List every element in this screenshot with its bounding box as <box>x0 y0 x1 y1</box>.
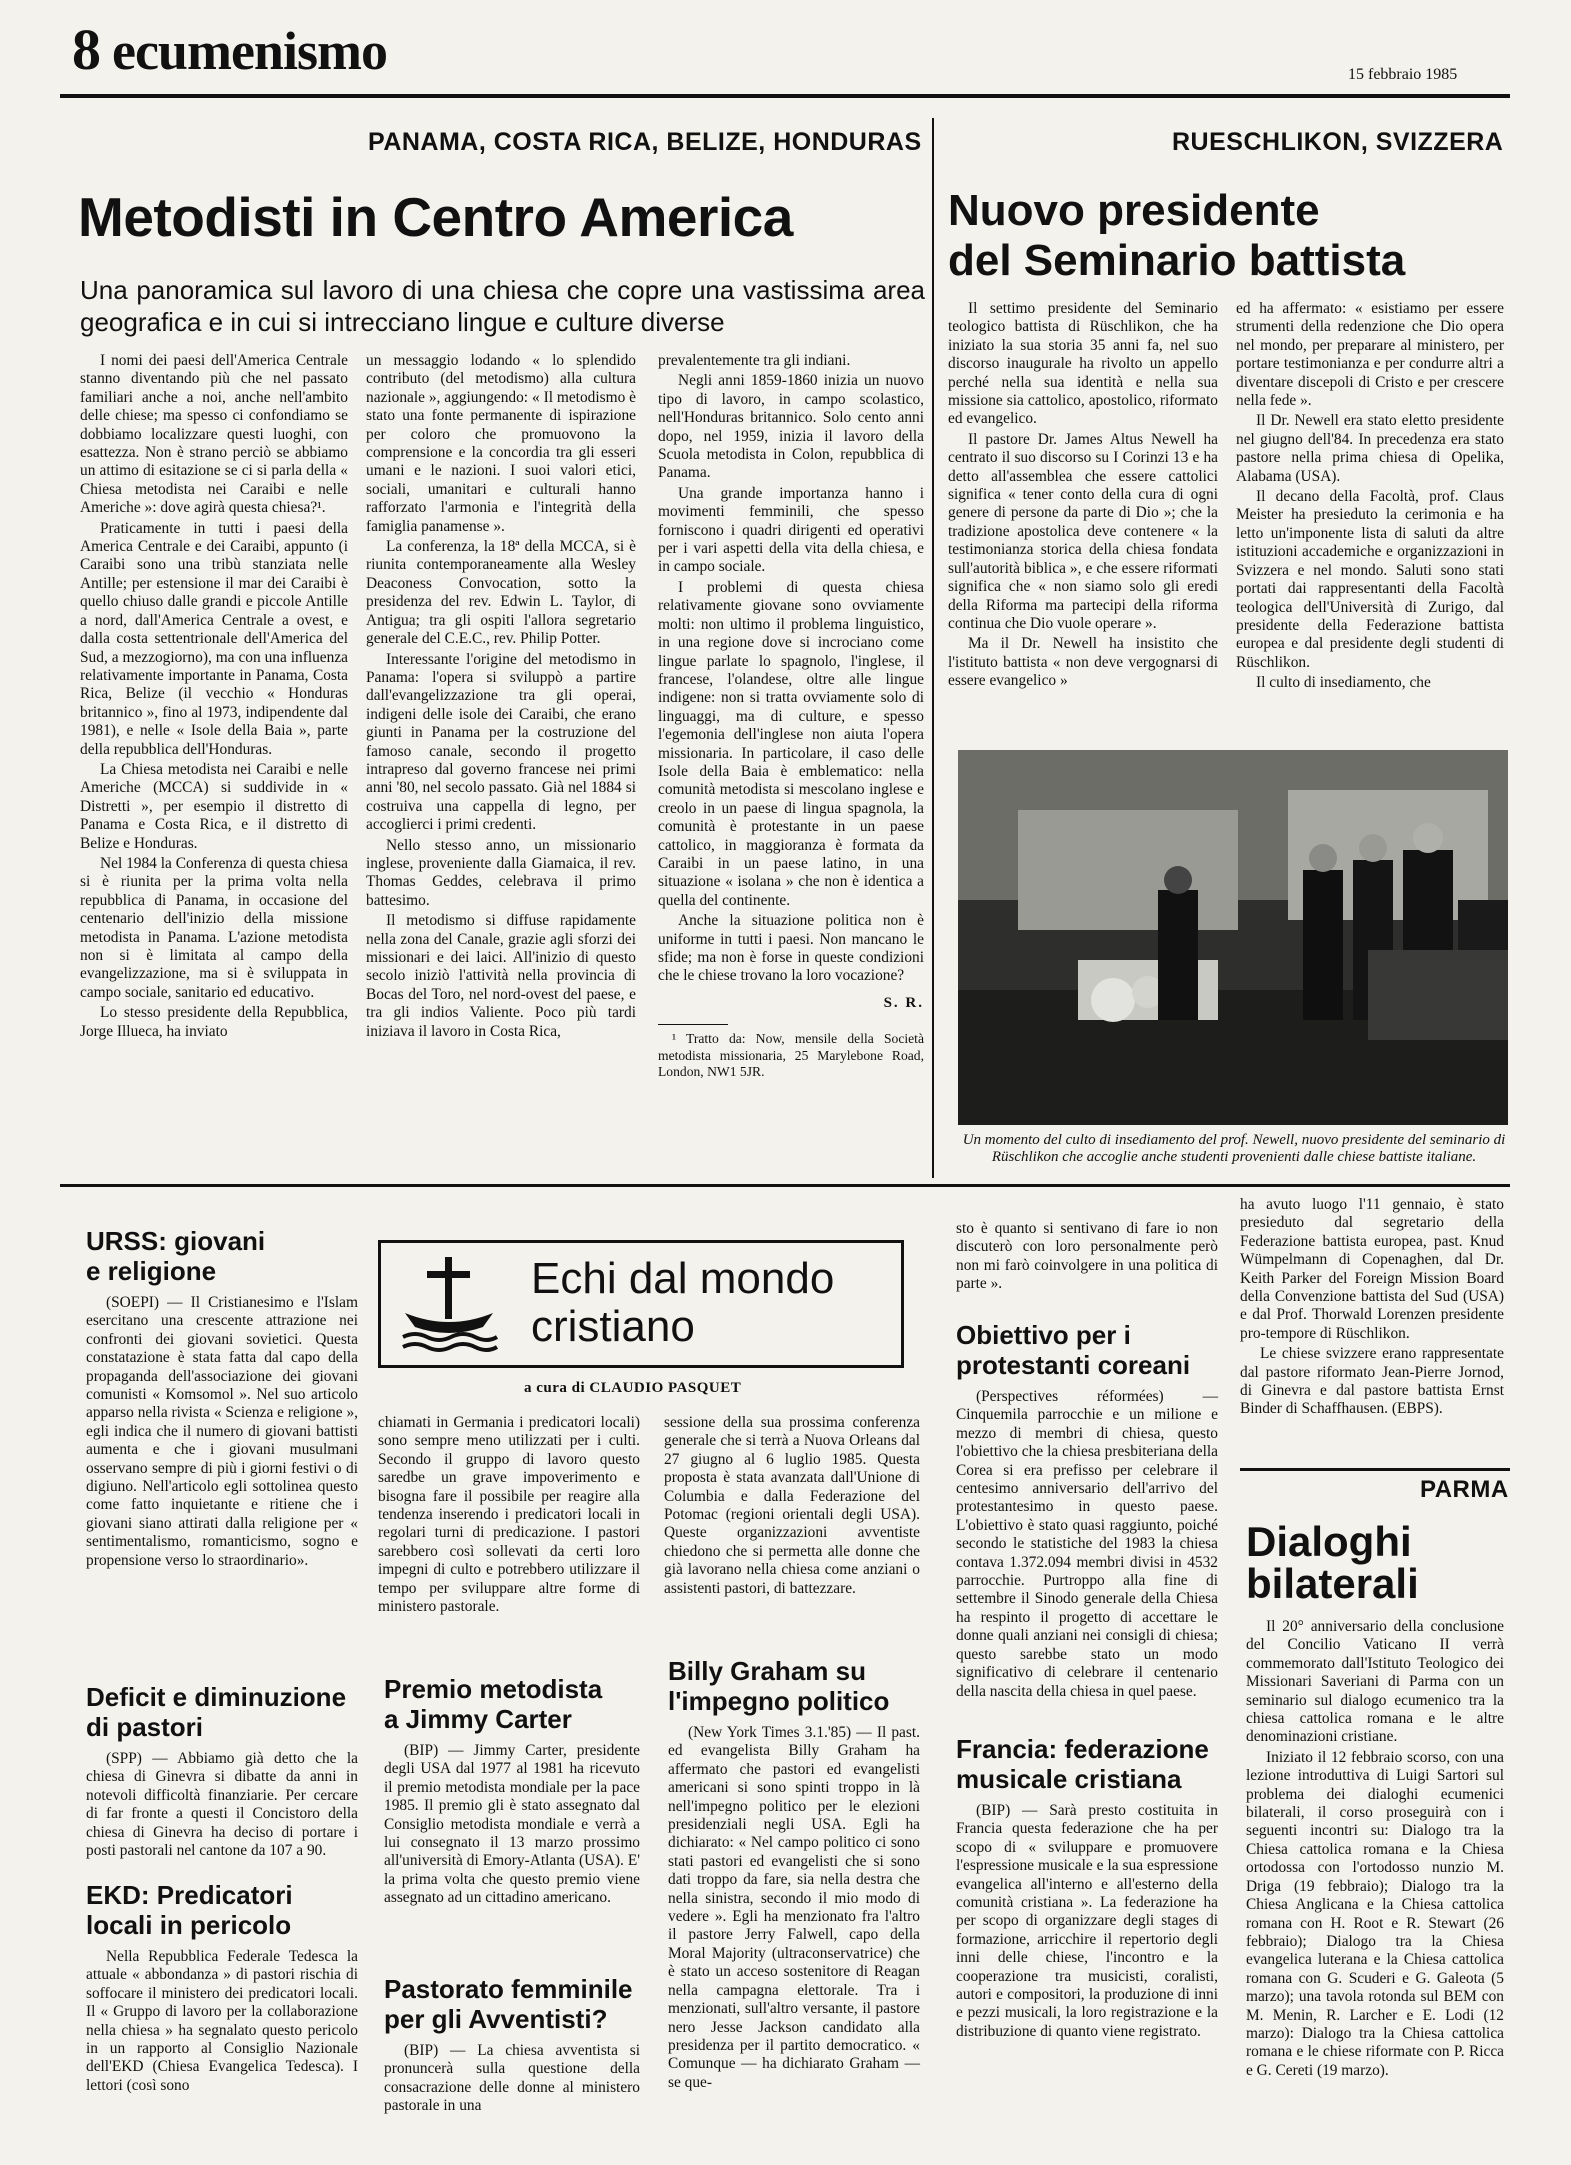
paragraph: Nella Repubblica Federale Tedesca la attuale « abbondanza » di pastori rischia di soffocare il ministero dei predicatori locali. Il « Gruppo di lavoro per la collaborazione nella chiesa » ha segnalato questo pericolo in un rapporto al Consiglio Nazionale dell'EKD (Chiesa Evangelica Tedesca). I lettori (così sono <box>86 1948 358 2094</box>
paragraph: I nomi dei paesi dell'America Centrale stanno diventando più che nel passato familiari anche a noi, anche nell'ambito delle chiese; ma spesso ci confondiamo se dobbiamo localizzare questi luoghi, con esattezza. Non è strano perciò se abbiamo un attimo di esitazione se ci si parla della « Chiesa metodista nei Caraibi e nelle Americhe »: dove agirà questa chiesa?¹. <box>80 352 348 517</box>
seminario-continuation <box>1240 1196 1504 1421</box>
carter-headline-line2: a Jimmy Carter <box>384 1704 572 1734</box>
section-title: ecumenismo <box>112 21 387 81</box>
paragraph: Il Dr. Newell era stato eletto presidente nel giugno dell'84. In precedenza era stato pastore nella prima chiesa di Opelika, Alabama (USA). <box>1236 412 1504 485</box>
paragraph: Negli anni 1859-1860 inizia un nuovo tipo di lavoro, in campo scolastico, nell'Honduras britannico. Solo cento anni dopo, nel 1959, inizia il lavoro della Scuola metodista in Colon, repubblica di Panama. <box>658 372 924 482</box>
seminario-col-1 <box>948 300 1218 693</box>
headline-seminario-line1: Nuovo presidente <box>948 186 1320 235</box>
coreani-headline-line2: protestanti coreani <box>956 1350 1191 1380</box>
kicker-seminario: RUESCHLIKON, SVIZZERA <box>1172 128 1504 156</box>
metodisti-col-2 <box>366 352 636 1043</box>
parma-text <box>1246 1618 1504 2082</box>
ekd-item <box>86 1880 358 2097</box>
headline-parma-line2: bilaterali <box>1246 1560 1419 1607</box>
masthead-rule <box>60 94 1510 98</box>
echi-title-box <box>378 1240 904 1368</box>
installation-service-photo <box>958 750 1508 1125</box>
ekd-headline-line2: locali in pericolo <box>86 1910 292 1940</box>
urss-headline-line2: e religione <box>86 1256 217 1286</box>
paragraph: La Chiesa metodista nei Caraibi e nelle Americhe (MCCA) si suddivide in « Distretti », per esempio il distretto di Panama e Costa Rica, e il distretto di Belize e Honduras. <box>80 760 348 852</box>
headline-seminario-line2: del Seminario battista <box>948 236 1406 285</box>
paragraph: Nel 1984 la Conferenza di questa chiesa si è riunita per la prima volta nella repubblica di Panama, in occasione del centenario dell'inizio della missione metodista in Panama. L'azione metodista non si è limitata al campo della evangelizzazione, ma si è sviluppata in campo sociale, sanitario ed educativo. <box>80 854 348 1001</box>
standfirst-metodisti: Una panoramica sul lavoro di una chiesa che copre una vastissima area geografica e in cui si intrecciano lingue e culture diverse <box>80 275 925 337</box>
metodisti-col-1 <box>80 352 348 1043</box>
headline-parma-line1: Dialoghi <box>1246 1518 1412 1565</box>
paragraph: (Perspectives réformées) — Cinquemila parrocchie e un milione e mezzo di membri di chiesa, questo l'obiettivo che la chiesa presbiteriana della Corea si era prefisso per celebrare il centesimo anniversario dell'arrivo del protestantesimo in questo paese. L'obiettivo è stato quasi raggiunto, poiché secondo le statistiche del 1983 la chiesa contava 1.372.094 membri divisi in 4532 parrocchie. Purtroppo alla fine di settembre il Sinodo generale della Chiesa ha respinto il progetto di accettare le donne quali anziani nei consigli di chiesa; questo sarebbe stato un modo significativo di celebrare il centenario della nascita della chiesa in quel paese. <box>956 1388 1218 1700</box>
paragraph: (BIP) — Jimmy Carter, presidente degli USA dal 1977 al 1981 ha ricevuto il premio metodista mondiale per la pace 1985. Il premio gli è stato assegnato dal Consiglio metodista mondiale e verrà a lui consegnato il 13 marzo prossimo all'università di Emory-Atlanta (USA). E' la prima volta che questo premio viene assegnato ad un cittadino americano. <box>384 1742 640 1907</box>
graham-continuation <box>956 1220 1218 1296</box>
deficit-headline-line1: Deficit e diminuzione <box>86 1682 347 1712</box>
paragraph: La conferenza, la 18ª della MCCA, si è riunita contemporaneamente alla Wesley Deaconess Convocation, sotto la presidenza del rev. Edwin L. Taylor, di Antigua; tra gli ospiti l'allora segretario generale del C.E.C., rev. Philip Potter. <box>366 538 636 648</box>
paragraph: ha avuto luogo l'11 gennaio, è stato presieduto dal segretario della Federazione battista europea, past. Knud Wümpelmann di Copenaghen, dal Dr. Keith Parker del Foreign Mission Board della Convenzione battista del Sud (USA) e dal Prof. Thorwald Lorenzen presidente pro-tempore di Rüschlikon. <box>1240 1196 1504 1342</box>
photo-illustration <box>958 750 1508 1125</box>
footnote: ¹ Tratto da: Now, mensile della Società metodista missionaria, 25 Marylebone Road, London, NW1 5JR. <box>658 1031 924 1080</box>
section-divider <box>60 1184 1510 1187</box>
paragraph: un messaggio lodando « lo splendido contributo (del metodismo) alla cultura nazionale », aggiungendo: « Il metodismo è stato una fonte permanente di ispirazione per coloro che promuovono la comprensione e la concordia tra gli esseri umani e le nazioni. I suoi valori etici, sociali, umanitari e culturali hanno rafforzato l'armonia e l'integrità della famiglia panamense ». <box>366 352 636 535</box>
coreani-item <box>956 1320 1218 1703</box>
paragraph: prevalentemente tra gli indiani. <box>658 352 851 369</box>
paragraph: (BIP) — Sarà presto costituita in Francia questa federazione che ha per scopo di « sviluppare e promuovere l'espressione musicale e la sua espressione evangelica all'interno e all'esterno della comunità cristiana ». La federazione ha per scopo di organizzare degli stages di formazione, arricchire il repertorio degli inni delle chiese, l'incontro e la cooperazione tra musicisti, coralisti, autori e compositori, la produzione di inni e pezzi musicali, la loro registrazione e la distribuzione di quanto viene registrato. <box>956 1802 1218 2040</box>
paragraph: sessione della sua prossima conferenza generale che si terrà a Nuova Orleans dal 27 giugno al 6 luglio 1985. Questa proposta è stata avanzata dall'Unione di Columbia e dalla Federazione del Potomac (regioni orientali degli USA). Queste organizzazioni avventiste chiedono che si permetta alle donne che già lavorano nella chiesa come anziani o assistenti pastori, di battezzare. <box>664 1414 920 1597</box>
paragraph: Il decano della Facoltà, prof. Claus Meister ha presieduto la cerimonia e ha letto un'imponente lista di saluti da altre istituzioni accademiche e organizzazioni in Svizzera e nel mondo. Saluti sono stati portati dai rappresentanti della Facoltà teologica dell'Università di Zurigo, dal presidente della Federazione battista europea e dal presidente degli studenti di Rüschlikon. <box>1236 488 1504 671</box>
paragraph: (SOEPI) — Il Cristianesimo e l'Islam esercitano una crescente attrazione nei confronti dei giovani sovietici. Questa constatazione è stata fatta dal capo della propaganda dell'associazione dei giovani comunisti « Komsomol ». Nel suo articolo apparso nella rivista « Scienza e religione », egli indica che il numero di giovani battisti aumenta e che i giovani musulmani osservano sempre di più i giorni festivi o di digiuno. Nell'articolo egli sottolinea questo come fatto inquietante e ritiene che i giovani siano attirati dalla religione per « sentimentalismo, romanticismo, sogno e propensione verso lo straordinario». <box>86 1294 358 1569</box>
paragraph: Praticamente in tutti i paesi della America Centrale e dei Caraibi, appunto (i Caraibi sono una tribù stanziata nelle Antille; per estensione il mar dei Caraibi è quello chiuso dalle grandi e piccole Antille a nord, dall'America Centrale a ovest, e dalla costa settentrionale dell'America del Sud, a mezzogiorno), ma con una influenza relativamente importante in Panama, Costa Rica, Belize (il vecchio « Honduras britannico », fino al 1973, indipendente dal 1981), e nelle « Isole della Baia », parte della repubblica dell'Honduras. <box>80 519 348 758</box>
headline-metodisti: Metodisti in Centro America <box>78 186 793 248</box>
kicker-metodisti: PANAMA, COSTA RICA, BELIZE, HONDURAS <box>368 128 922 156</box>
metodisti-col-3 <box>658 352 924 1081</box>
carter-headline-line1: Premio metodista <box>384 1674 603 1704</box>
ekd-continuation <box>378 1414 640 1618</box>
urss-item <box>86 1226 358 1572</box>
paragraph: (BIP) — La chiesa avventista si pronuncerà sulla questione della consacrazione delle donne al ministero pastorale in una <box>384 2042 640 2115</box>
photo-caption: Un momento del culto di insediamento del prof. Newell, nuovo presidente del seminario di Rüschlikon che accoglie anche studenti provenienti dalle chiese battiste italiane. <box>962 1132 1506 1165</box>
echi-title-line1: Echi dal mondo <box>531 1254 835 1303</box>
deficit-headline-line2: di pastori <box>86 1712 204 1742</box>
paragraph: I problemi di questa chiesa relativamente giovane sono ovviamente molti: non ultimo il problema linguistico, in una regione dove si incrociano come lingue parlate lo spagnolo, l'inglese, il francese, l'olandese, oltre alle lingue indigene: non si tratta ovviamente solo di linguaggi, ma di culture, e spesso l'egemonia dell'inglese non aiuta l'opera missionaria. In particolare, il caso delle Isole della Baia è emblematico: nella comunità metodista si mescolano inglese e creolo in un paese di lingua spagnola, la comunità è protestante in un paese cattolico, in maggioranza è formata da Caraibi in un paese latino, in una situazione « isolana » che non è identica a quella del continente. <box>658 578 924 909</box>
paragraph: Anche la situazione politica non è uniforme in tutti i paesi. Non mancano le sfide; ma non è forse in queste condizioni che le chiese trovano la loro vocazione? <box>658 912 924 985</box>
ekd-headline-line1: EKD: Predicatori <box>86 1880 293 1910</box>
paragraph: ed ha affermato: « esistiamo per essere strumenti della redenzione che Dio opera nel mondo, per preparare al ministero, per portare testimonianza e per condurre altri a diventare discepoli di Cristo e per crescere nella fede ». <box>1236 300 1504 410</box>
paragraph: Il pastore Dr. James Altus Newell ha centrato il suo discorso su I Corinzi 13 e ha detto all'assemblea che essere cattolici significa « tener conto della cura di ogni genere di persone da parte di Dio »; che la tradizione apostolica deve contenere « la testimonianza storica della chiesa fondata sull'autorità biblica », e che essere riformati significa che « non siamo solo gli eredi della Riforma ma partecipi della riforma continua che Dio vuole operare ». <box>948 430 1218 632</box>
kicker-parma: PARMA <box>1420 1476 1509 1503</box>
paragraph: (New York Times 3.1.'85) — Il past. ed evangelista Billy Graham ha affermato che pastori ed evangelisti americani si sono spinti troppo in là nell'impegno politico per le elezioni presidenziali negli USA. Egli ha dichiarato: « Nel campo politico ci sono stati pastori ed evangelisti che si sono dati troppo da fare, sia nella destra che nella sinistra, secondo il mio modo di vedere ». Egli ha menzionato fra l'altro il pastore Jerry Falwell, capo della Moral Majority (ultraconservatrice) che è stato un acceso sostenitore di Reagan nella campagna elettorale. Tra i menzionati, sull'altro versante, il pastore nero Jesse Jackson candidato alla presidenza per il partito democratico. « Comunque — ha dichiarato Graham — se que- <box>668 1724 920 2091</box>
parma-rule <box>1240 1468 1510 1471</box>
paragraph: Le chiese svizzere erano rappresentate dal pastore riformato Jean-Pierre Jornod, di Ginevra e dal pastore battista Ernst Binder di Schaffhausen. (EBPS). <box>1240 1345 1504 1418</box>
avventisti-continuation <box>664 1414 920 1600</box>
seminario-col-2 <box>1236 300 1504 695</box>
echi-byline: a cura di CLAUDIO PASQUET <box>524 1380 742 1396</box>
paragraph: Iniziato il 12 febbraio scorso, con una lezione introduttiva di Luigi Sartori sul problema dei dialoghi ecumenici bilaterali, il corso proseguirà con i seguenti incontri su: Dialogo tra la Chiesa cattolica romana e la Chiesa ortodossa con l'ortodosso nunzio M. Driga (19 febbraio); Dialogo tra la Chiesa Anglicana e la Chiesa cattolica romana con H. Root e R. Stewart (26 febbraio); Dialogo tra la Chiesa evangelica luterana e la Chiesa cattolica romana con G. Scuderi e G. Galeota (5 marzo); una tavola rotonda sul BEM con M. Menin, R. Larcher e E. Lodi (12 marzo): Dialogo tra la Chiesa cattolica romana e le chiese riformate con P. Ricca e G. Cereti (19 marzo). <box>1246 1748 1504 2079</box>
francia-item <box>956 1734 1218 2043</box>
paragraph: Il culto di insediamento, che <box>1256 674 1431 692</box>
francia-headline-line1: Francia: federazione <box>956 1734 1209 1764</box>
paragraph: Una grande importanza hanno i movimenti femminili, che spesso forniscono i quadri dirigenti ed operativi per i vari aspetti della vita della chiesa, e in campo sociale. <box>658 484 924 576</box>
paragraph: chiamati in Germania i predicatori locali) sono sempre meno utilizzati per i culti. Secondo il gruppo di lavoro questo saredbe un grave impoverimento e bisogna fare il possibile per reagire alla tendenza inserendo i predicatori locali in regolari turni di predicazione. I pastori sarebbero così sollevati da certi loro impegni di culto e potrebbero utilizzare il tempo per sviluppare altre forme di ministero pastorale. <box>378 1414 640 1616</box>
column-divider <box>932 118 934 1178</box>
page-number: 8 <box>72 17 101 82</box>
avventisti-headline-line1: Pastorato femminile <box>384 1974 633 2004</box>
avventisti-item <box>384 1974 640 2118</box>
signature: S. R. <box>883 994 924 1011</box>
paragraph: (SPP) — Abbiamo già detto che la chiesa di Ginevra si dibatte da anni in notevoli difficoltà finanziarie. Per cercare di far fronte a questi il Concistoro della chiesa di Ginevra ha deciso di portare i posti pastorali nel cantone da 107 a 90. <box>86 1750 358 1860</box>
coreani-headline-line1: Obiettivo per i <box>956 1320 1131 1350</box>
francia-headline-line2: musicale cristiana <box>956 1764 1182 1794</box>
carter-item <box>384 1674 640 1910</box>
echi-title-line2: cristiano <box>531 1302 695 1351</box>
deficit-item <box>86 1682 358 1862</box>
graham-item <box>668 1656 920 2094</box>
paragraph: Lo stesso presidente della Repubblica, Jorge Illueca, ha inviato <box>80 1004 348 1040</box>
paragraph: Ma il Dr. Newell ha insistito che l'istituto battista « non deve vergognarsi di essere evangelico » <box>948 635 1218 690</box>
urss-headline-line1: URSS: giovani <box>86 1226 266 1256</box>
issue-date: 15 febbraio 1985 <box>1348 66 1458 83</box>
paragraph: sto è quanto si sentivano di fare io non discuterò con loro personalmente però non mi farò coinvolgere in una politica di parte ». <box>956 1220 1218 1293</box>
footnote-rule <box>658 1024 728 1025</box>
graham-headline-line1: Billy Graham su <box>668 1656 866 1686</box>
paragraph: Nello stesso anno, un missionario inglese, proveniente dalla Giamaica, il rev. Thomas Geddes, celebrava il primo battesimo. <box>366 836 636 909</box>
paragraph: Il metodismo si diffuse rapidamente nella zona del Canale, grazie agli sforzi dei missionari e dei laici. All'inizio di questo secolo iniziò l'attività nella provincia di Bocas del Toro, nel nord-ovest del paese, e tra gli indios Valiente. Poco più tardi iniziava il lavoro in Costa Rica, <box>366 912 636 1040</box>
avventisti-headline-line2: per gli Avventisti? <box>384 2004 608 2034</box>
paragraph: Interessante l'origine del metodismo in Panama: l'opera si sviluppò a partire dall'evangelizzazione tra gli operai, indigeni delle isole dei Caraibi, che erano giunti in Panama per la costruzione del famoso canale, secondo il progetto intrapreso dal governo francese nei primi anni '80, nel secolo passato. Già nel 1884 si costruiva una cappella di legno, per accoglierci i primi credenti. <box>366 650 636 834</box>
cross-boat-logo-icon <box>399 1253 499 1353</box>
graham-headline-line2: l'impegno politico <box>668 1686 890 1716</box>
paragraph: Il 20° anniversario della conclusione del Concilio Vaticano II verrà commemorato dall'Istituto Teologico dei Missionari Saveriani di Parma con un seminario sul dialogo ecumenico tra la chiesa cattolica romana e le altre denominazioni cristiane. <box>1246 1618 1504 1746</box>
paragraph: Il settimo presidente del Seminario teologico battista di Rüschlikon, che ha iniziato la sua storia 35 anni fa, nel suo discorso inaugurale ha rivolto un appello perché nella sua identità e nella sua missione sia cattolico, apostolico, riformato ed evangelico. <box>948 300 1218 428</box>
